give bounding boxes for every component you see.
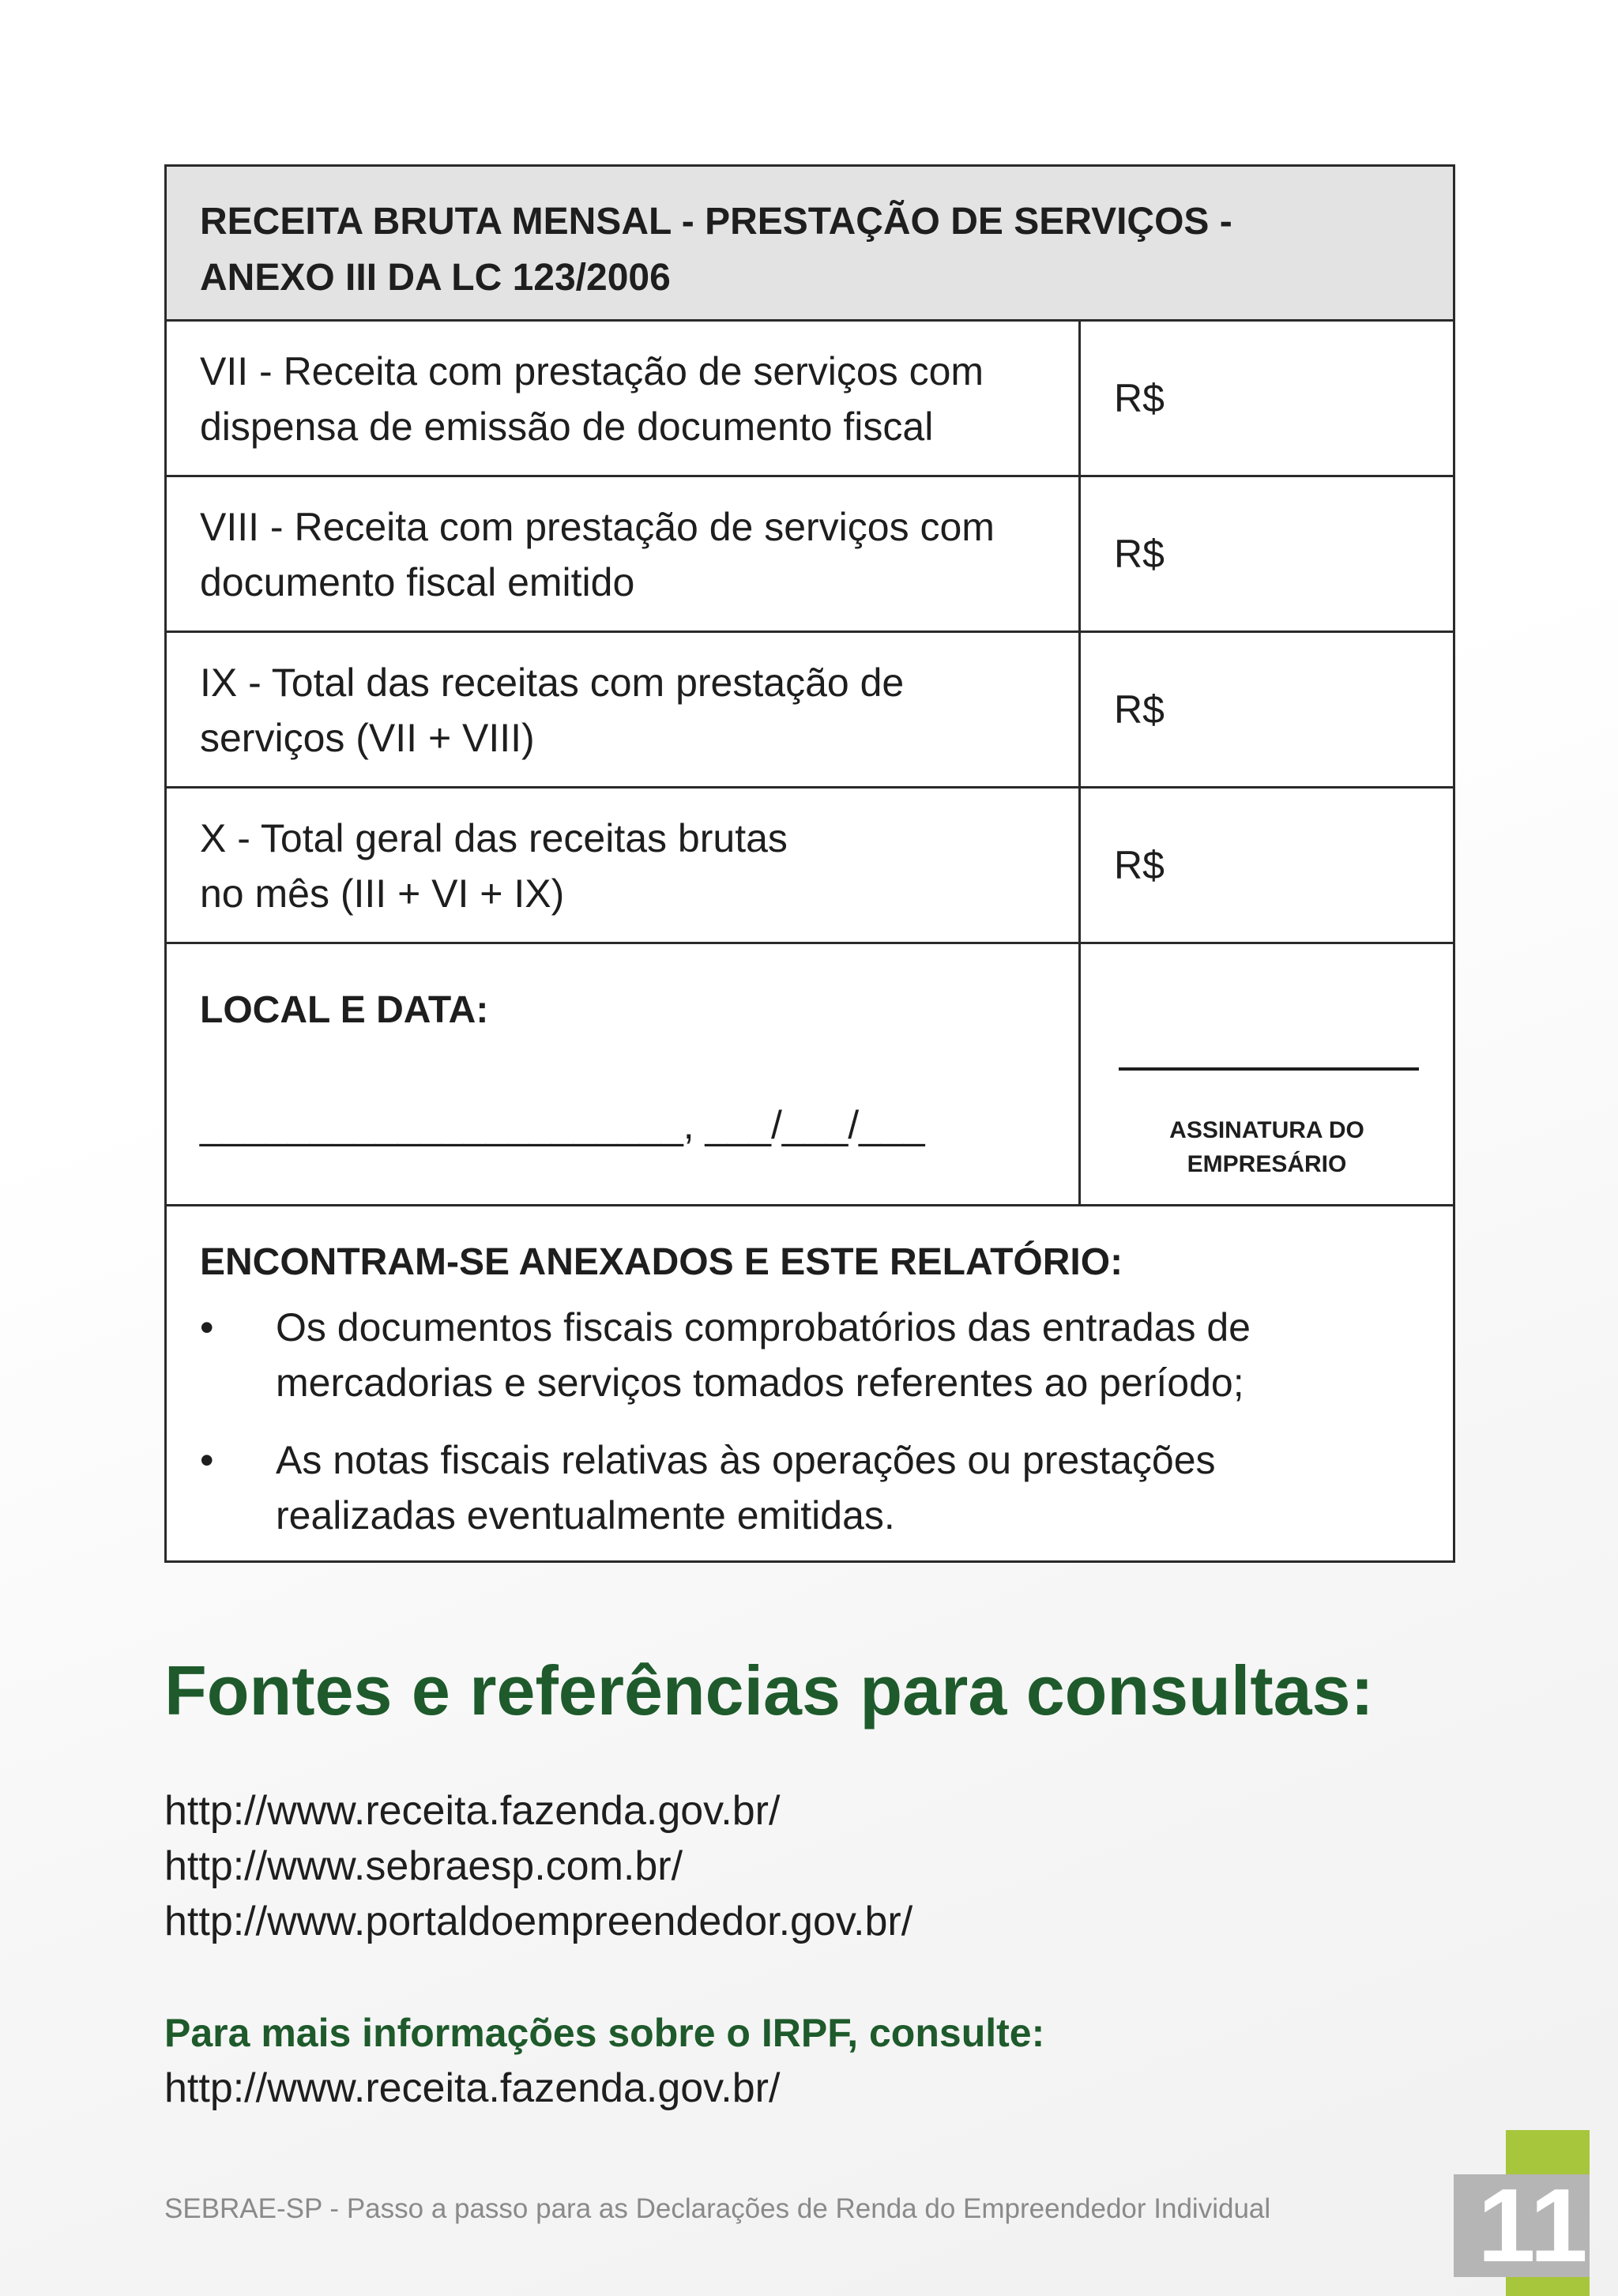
list-item bbox=[200, 1300, 1421, 1410]
list-item-line: As notas fiscais relativas às operações ou prestações bbox=[276, 1438, 1216, 1482]
signature-label-line: EMPRESÁRIO bbox=[1187, 1151, 1347, 1177]
row-value-field[interactable]: R$ bbox=[1114, 687, 1165, 732]
row-description-line: VIII - Receita com prestação de serviços com bbox=[200, 505, 995, 549]
local-date-label: LOCAL E DATA: bbox=[200, 989, 489, 1031]
bullet-icon: • bbox=[200, 1438, 214, 1482]
annex-list bbox=[200, 1300, 1421, 1543]
row-description bbox=[167, 789, 1081, 942]
list-item bbox=[200, 1432, 1421, 1543]
list-item-line: Os documentos fiscais comprobatórios das entradas de bbox=[276, 1305, 1251, 1349]
reference-links bbox=[164, 1783, 912, 1949]
annex-title: ENCONTRAM-SE ANEXADOS E ESTE RELATÓRIO: bbox=[200, 1241, 1123, 1283]
reference-link[interactable]: http://www.sebraesp.com.br/ bbox=[164, 1843, 683, 1889]
signature-label bbox=[1081, 1113, 1453, 1181]
row-value-field[interactable]: R$ bbox=[1114, 532, 1165, 576]
local-date-cell bbox=[167, 944, 1081, 1204]
signature-label-line: ASSINATURA DO bbox=[1169, 1117, 1364, 1143]
bullet-icon: • bbox=[200, 1305, 214, 1349]
reference-link[interactable]: http://www.portaldoempreendedor.gov.br/ bbox=[164, 1899, 913, 1944]
revenue-form-table bbox=[164, 164, 1455, 1563]
annex-section bbox=[167, 1206, 1453, 1560]
irpf-label: Para mais informações sobre o IRPF, consulte: bbox=[164, 2011, 1045, 2055]
table-header bbox=[167, 167, 1453, 322]
footer-text: SEBRAE-SP - Passo a passo para as Declarações de Renda do Empreendedor Individual bbox=[164, 2193, 1271, 2224]
row-description-line: serviços (VII + VIII) bbox=[200, 716, 535, 760]
row-description-line: IX - Total das receitas com prestação de bbox=[200, 661, 905, 705]
row-description-line: documento fiscal emitido bbox=[200, 560, 635, 604]
row-description-line: VII - Receita com prestação de serviços com bbox=[200, 349, 984, 393]
row-description bbox=[167, 477, 1081, 630]
row-value-field[interactable]: R$ bbox=[1114, 843, 1165, 887]
page-number: 11 bbox=[1477, 2167, 1588, 2283]
table-row-viii bbox=[167, 477, 1453, 633]
row-description bbox=[167, 322, 1081, 475]
references-title: Fontes e referências para consultas: bbox=[164, 1651, 1374, 1730]
row-description-line: X - Total geral das receitas brutas bbox=[200, 816, 788, 860]
table-row-vii bbox=[167, 322, 1453, 477]
row-description bbox=[167, 633, 1081, 786]
table-row-local-date bbox=[167, 944, 1453, 1206]
reference-link[interactable]: http://www.receita.fazenda.gov.br/ bbox=[164, 1788, 781, 1834]
row-value-field[interactable]: R$ bbox=[1114, 376, 1165, 420]
signature-line[interactable] bbox=[1119, 1067, 1419, 1071]
table-header-line: RECEITA BRUTA MENSAL - PRESTAÇÃO DE SERVIÇOS - bbox=[200, 201, 1232, 243]
irpf-link[interactable]: http://www.receita.fazenda.gov.br/ bbox=[164, 2065, 781, 2111]
table-row-ix bbox=[167, 633, 1453, 789]
table-row-x bbox=[167, 789, 1453, 944]
table-header-line: ANEXO III DA LC 123/2006 bbox=[200, 257, 671, 299]
local-date-blank-field[interactable]: ______________________, ___/___/___ bbox=[200, 1103, 925, 1147]
row-description-line: no mês (III + VI + IX) bbox=[200, 871, 565, 916]
row-description-line: dispensa de emissão de documento fiscal bbox=[200, 405, 934, 449]
list-item-line: mercadorias e serviços tomados referentes ao período; bbox=[276, 1361, 1244, 1405]
list-item-line: realizadas eventualmente emitidas. bbox=[276, 1493, 895, 1538]
signature-cell bbox=[1081, 944, 1453, 1204]
